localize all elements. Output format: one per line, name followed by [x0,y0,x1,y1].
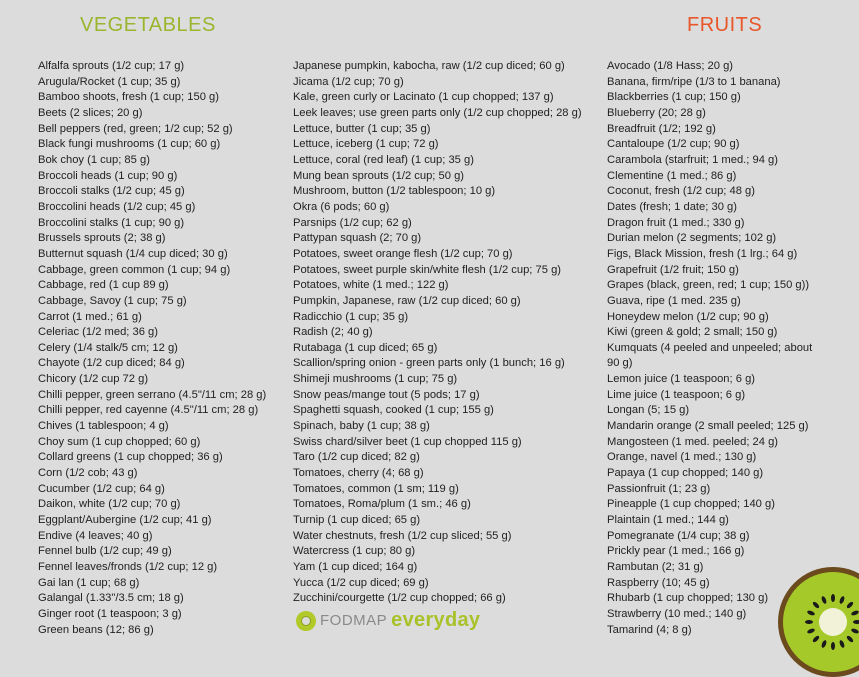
list-item: Pattypan squash (2; 70 g) [293,232,422,245]
list-item: Grapefruit (1/2 fruit; 150 g) [607,263,739,276]
list-item: Plaintain (1 med.; 144 g) [607,514,729,527]
list-item: Endive (4 leaves; 40 g) [38,529,153,542]
list-item: Gai lan (1 cup; 68 g) [38,576,140,589]
list-item: Chives (1 tablespoon; 4 g) [38,420,169,433]
list-item: Arugula/Rocket (1 cup; 35 g) [38,75,181,88]
list-item: Choy sum (1 cup chopped; 60 g) [38,435,201,448]
list-item: Zucchini/courgette (1/2 cup chopped; 66 g) [293,592,506,605]
list-item: Strawberry (10 med.; 140 g) [607,607,747,620]
list-item: Chayote (1/2 cup diced; 84 g) [38,357,185,370]
list-item: Corn (1/2 cob; 43 g) [38,467,138,480]
list-item: Lettuce, iceberg (1 cup; 72 g) [293,138,439,151]
list-item: Mangosteen (1 med. peeled; 24 g) [607,435,779,448]
list-item: Beets (2 slices; 20 g) [38,106,143,119]
list-item: Potatoes, white (1 med.; 122 g) [293,279,449,292]
list-item: Snow peas/mange tout (5 pods; 17 g) [293,388,480,401]
list-item: Papaya (1 cup chopped; 140 g) [607,467,764,480]
list-item: Orange, navel (1 med.; 130 g) [607,451,757,464]
list-item: Tomatoes, common (1 sm; 119 g) [293,482,459,495]
list-item: Eggplant/Aubergine (1/2 cup; 41 g) [38,514,212,527]
list-item: Raspberry (10; 45 g) [607,576,710,589]
fodmap-everyday-logo [296,609,480,632]
list-item: Pomegranate (1/4 cup; 38 g) [607,529,750,542]
list-item: Blackberries (1 cup; 150 g) [607,91,741,104]
list-item: Cabbage, green common (1 cup; 94 g) [38,263,231,276]
list-item: Longan (5; 15 g) [607,404,690,417]
list-item: Figs, Black Mission, fresh (1 lrg.; 64 g) [607,247,798,260]
list-item: Potatoes, sweet orange flesh (1/2 cup; 70 g) [293,247,513,260]
list-item: Bamboo shoots, fresh (1 cup; 150 g) [38,91,219,104]
kiwi-seed [853,620,859,624]
list-item: Bell peppers (red, green; 1/2 cup; 52 g) [38,122,233,135]
kiwi-seed [805,620,813,624]
list-item: Pineapple (1 cup chopped; 140 g) [607,498,775,511]
list-item: Chicory (1/2 cup 72 g) [38,373,149,386]
vegetables-list-2 [293,59,582,607]
list-item: Yucca (1/2 cup diced; 69 g) [293,576,429,589]
logo-mark-icon [296,611,316,631]
list-item: Cabbage, red (1 cup 89 g) [38,279,169,292]
list-item: Kale, green curly or Lacinato (1 cup chopped; 137 g) [293,91,554,104]
list-item: Avocado (1/8 Hass; 20 g) [607,60,734,72]
list-item: Lettuce, coral (red leaf) (1 cup; 35 g) [293,153,474,166]
list-item: Bok choy (1 cup; 85 g) [38,153,150,166]
list-item: Cucumber (1/2 cup; 64 g) [38,482,165,495]
fruits-heading: FRUITS [687,14,763,36]
list-item: Chilli pepper, red cayenne (4.5"/11 cm; 28 g) [38,404,259,417]
logo-text-everyday: everyday [391,609,481,631]
list-item: Leek leaves; use green parts only (1/2 cup chopped; 28 g) [293,106,582,119]
list-item: Lime juice (1 teaspoon; 6 g) [607,388,746,401]
list-item: Scallion/spring onion - green parts only (1 bunch; 16 g) [293,357,565,370]
list-item: Broccoli stalks (1/2 cup; 45 g) [38,185,185,198]
list-item: Broccolini heads (1/2 cup; 45 g) [38,200,196,213]
list-item: Okra (6 pods; 60 g) [293,200,390,213]
list-item: Butternut squash (1/4 cup diced; 30 g) [38,247,228,260]
list-item: Tomatoes, cherry (4; 68 g) [293,467,424,480]
list-item: Alfalfa sprouts (1/2 cup; 17 g) [38,60,185,72]
list-item: Clementine (1 med.; 86 g) [607,169,737,182]
list-item: Spinach, baby (1 cup; 38 g) [293,420,430,433]
list-item: Dates (fresh; 1 date; 30 g) [607,200,737,213]
list-item: Tomatoes, Roma/plum (1 sm.; 46 g) [293,498,471,511]
list-item: Coconut, fresh (1/2 cup; 48 g) [607,185,756,198]
list-item: Jicama (1/2 cup; 70 g) [293,75,404,88]
list-item: Celeriac (1/2 med; 36 g) [38,326,159,339]
list-item: Turnip (1 cup diced; 65 g) [293,514,421,527]
list-item: Dragon fruit (1 med.; 330 g) [607,216,745,229]
list-item: Yam (1 cup diced; 164 g) [293,561,418,573]
list-item: Lemon juice (1 teaspoon; 6 g) [607,373,756,386]
list-item: Potatoes, sweet purple skin/white flesh (1/2 cup; 75 g) [293,263,562,276]
list-item: Cabbage, Savoy (1 cup; 75 g) [38,294,187,307]
list-item: Carambola (starfruit; 1 med.; 94 g) [607,153,778,166]
list-item: Broccoli heads (1 cup; 90 g) [38,169,178,182]
list-item: Mushroom, button (1/2 tablespoon; 10 g) [293,185,496,198]
list-item: Guava, ripe (1 med. 235 g) [607,294,741,307]
list-item: Ginger root (1 teaspoon; 3 g) [38,607,182,620]
list-item: Banana, firm/ripe (1/3 to 1 banana) [607,75,781,88]
list-item: Shimeji mushrooms (1 cup; 75 g) [293,373,458,386]
list-item: Fennel leaves/fronds (1/2 cup; 12 g) [38,561,218,573]
list-item: Mandarin orange (2 small peeled; 125 g) [607,420,809,433]
list-item: Rhubarb (1 cup chopped; 130 g) [607,592,769,605]
list-item: Rambutan (2; 31 g) [607,561,704,573]
list-item: Prickly pear (1 med.; 166 g) [607,545,745,558]
list-item: Parsnips (1/2 cup; 62 g) [293,216,412,229]
list-item: Rutabaga (1 cup diced; 65 g) [293,341,438,354]
list-item: Breadfruit (1/2; 192 g) [607,122,716,135]
list-item: Spaghetti squash, cooked (1 cup; 155 g) [293,404,494,417]
list-item: Radicchio (1 cup; 35 g) [293,310,409,323]
list-item: Black fungi mushrooms (1 cup; 60 g) [38,138,221,151]
list-item: Watercress (1 cup; 80 g) [293,545,416,558]
list-item: Tamarind (4; 8 g) [607,623,692,636]
vegetables-heading: VEGETABLES [80,14,216,36]
list-item: Pumpkin, Japanese, raw (1/2 cup diced; 60 g) [293,294,521,307]
list-item: Celery (1/4 stalk/5 cm; 12 g) [38,341,178,354]
list-item: Taro (1/2 cup diced; 82 g) [293,451,420,464]
list-item: Durian melon (2 segments; 102 g) [607,232,777,245]
list-item: Chilli pepper, green serrano (4.5"/11 cm; 28 g) [38,388,267,401]
list-item: Swiss chard/silver beet (1 cup chopped 115 g) [293,435,522,448]
list-item: Daikon, white (1/2 cup; 70 g) [38,498,181,511]
list-item: Fennel bulb (1/2 cup; 49 g) [38,545,172,558]
list-item: Brussels sprouts (2; 38 g) [38,232,166,245]
kiwi-core [819,608,847,636]
list-item: Grapes (black, green, red; 1 cup; 150 g)) [607,279,810,292]
kiwi-seed [831,594,835,602]
list-item: Water chestnuts, fresh (1/2 cup sliced; 55 g) [293,529,512,542]
list-item: Mung bean sprouts (1/2 cup; 50 g) [293,169,465,182]
list-item: Passionfruit (1; 23 g) [607,482,711,495]
list-item: Collard greens (1 cup chopped; 36 g) [38,451,223,464]
list-item: Japanese pumpkin, kabocha, raw (1/2 cup diced; 60 g) [293,60,565,72]
vegetables-list-1 [38,59,266,638]
list-item: Cantaloupe (1/2 cup; 90 g) [607,138,740,151]
list-item: Radish (2; 40 g) [293,326,373,339]
logo-text-fodmap: FODMAP [320,612,388,629]
fruits-list [607,59,817,638]
list-item: Blueberry (20; 28 g) [607,106,706,119]
list-item: Lettuce, butter (1 cup; 35 g) [293,122,431,135]
list-item: Honeydew melon (1/2 cup; 90 g) [607,310,769,323]
list-item: Kiwi (green & gold; 2 small; 150 g) [607,326,778,339]
list-item: Carrot (1 med.; 61 g) [38,310,142,323]
list-item: Green beans (12; 86 g) [38,623,154,636]
list-item: Kumquats (4 peeled and unpeeled; about 90 g) [607,341,813,370]
kiwi-seed [831,642,835,650]
list-item: Galangal (1.33"/3.5 cm; 18 g) [38,592,184,605]
list-item: Broccolini stalks (1 cup; 90 g) [38,216,185,229]
